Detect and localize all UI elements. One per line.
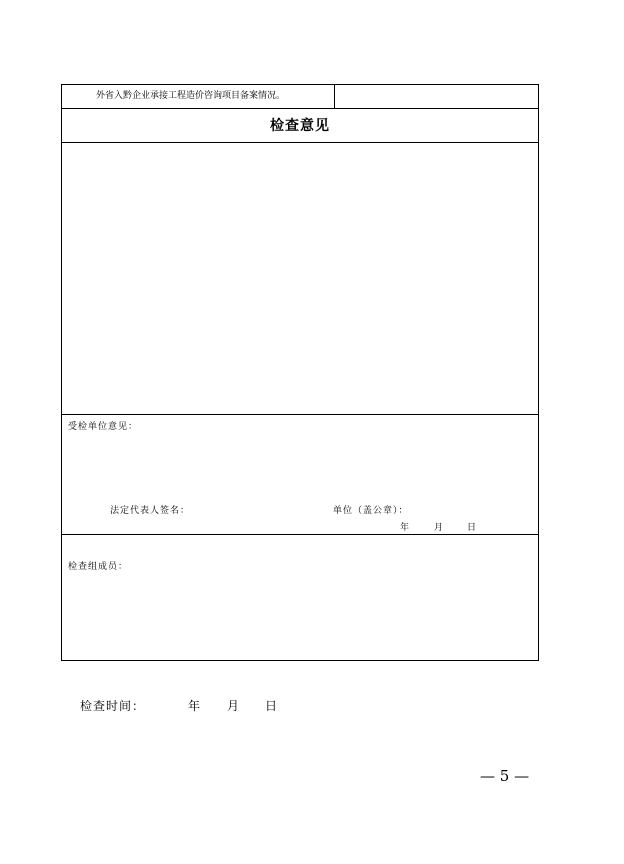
opinion-content-area xyxy=(62,143,538,415)
unit-seal-label: 单位（盖公章）： xyxy=(333,506,409,516)
record-filing-row xyxy=(62,85,538,109)
inspection-team-section xyxy=(62,535,538,660)
page-number: — 5 — xyxy=(480,767,530,785)
opinion-heading: 检查意见 xyxy=(270,118,330,134)
date-year-label: 年 xyxy=(400,523,410,533)
date-day-label: 日 xyxy=(467,523,477,533)
inspection-time-year: 年 xyxy=(188,699,201,713)
inspection-time-day: 日 xyxy=(265,699,278,713)
inspection-time-month: 月 xyxy=(227,699,240,713)
inspection-team-members-label: 检查组成员： xyxy=(68,562,129,572)
opinion-heading-row xyxy=(62,109,538,143)
date-month-label: 月 xyxy=(434,523,444,533)
inspection-time-label: 检查时间： xyxy=(80,699,146,713)
inspected-unit-opinion-label: 受检单位意见： xyxy=(68,422,139,432)
inspected-unit-section xyxy=(62,415,538,535)
inspection-form-table xyxy=(61,84,539,661)
record-filing-label: 外省入黔企业承接工程造价咨询项目备案情况。 xyxy=(62,85,335,108)
record-filing-value xyxy=(335,85,538,108)
legal-representative-signature-label: 法定代表人签名： xyxy=(110,506,191,516)
